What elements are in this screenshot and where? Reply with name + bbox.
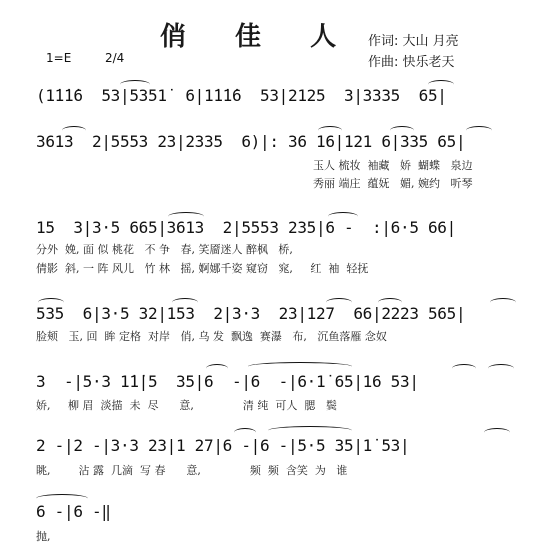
lyrics-row-3-verse-1: 分外 娩, 面 似 桃花 不 争 春, 笑靥迷人 醉枫 桥, xyxy=(36,243,293,256)
notation-row-4: 535 6|3·5 32|153 2|3·3 23|127 66|2223 565| xyxy=(36,304,466,323)
lyrics-row-5: 娇, 柳 眉 淡描 未 尽 意, 清 纯 可人 腮 鬓 xyxy=(36,399,337,412)
notation-row-2: 3613 2|5553 23|2335 6)|: 36 16|121 6|335 65| xyxy=(36,132,466,151)
song-title: 俏 佳 人 xyxy=(160,22,357,52)
lyricist-name: 大山 月亮 xyxy=(402,34,459,49)
slur-arc xyxy=(234,428,256,437)
notation-row-7: 6 -|6 -‖ xyxy=(36,502,111,521)
slur-arc xyxy=(484,428,510,437)
slur-arc xyxy=(120,80,150,89)
key-signature xyxy=(46,51,124,65)
slur-arc xyxy=(428,80,454,89)
slur-arc xyxy=(172,298,198,307)
slur-arc xyxy=(38,298,64,307)
key-value: 1=E xyxy=(46,51,72,65)
lyrics-row-4: 脸颊 玉, 回 眸 定格 对岸 俏, 乌 发 飘逸 赛瀑 布, 沉鱼落雁 念奴 xyxy=(36,330,387,343)
composer-label: 作曲: xyxy=(368,55,399,70)
notation-row-5: 3 -|5·3 1̇1̇|5 35|6 -|6 -|6·1̇ 65|16 53| xyxy=(36,372,419,391)
tie-arc xyxy=(36,494,88,503)
slur-arc xyxy=(318,126,342,135)
lyrics-row-3-verse-2: 倩影 斜, 一 阵 风儿 竹 林 摇, 婀娜千姿 窥窃 窕, 红 袖 轻抚 xyxy=(36,262,369,275)
lyrics-row-2-verse-2: 秀丽 端庄 蕴妩 媚, 婉约 听琴 xyxy=(313,177,473,190)
slur-arc xyxy=(390,126,414,135)
lyrics-row-2-verse-1: 玉人 梳妆 袖藏 娇 蝴蝶 泉边 xyxy=(313,159,473,172)
notation-row-1: (1̇1̇1̇6 53|5351̇ 6|1̇1̇1̇6 53|2125 3|3335 65| xyxy=(36,86,447,105)
lyrics-row-6: 眺, 沾 露 几滴 写 春 意, 频 频 含笑 为 谁 xyxy=(36,464,348,477)
meter-value: 2/4 xyxy=(104,51,125,65)
slur-arc xyxy=(488,364,514,373)
composer-name: 快乐老天 xyxy=(402,55,455,70)
lyricist-credit xyxy=(368,30,459,49)
slur-arc xyxy=(168,212,204,221)
notation-row-6: 2 -|2 -|3·3 23|1 27|6 -|6 -|5·5 35|1̇ 53| xyxy=(36,436,410,455)
slur-arc xyxy=(378,298,402,307)
lyrics-row-7: 抛, xyxy=(36,530,51,543)
lyricist-label: 作词: xyxy=(368,34,399,49)
slur-arc xyxy=(452,364,476,373)
tie-arc xyxy=(268,426,352,435)
slur-arc xyxy=(466,126,492,135)
slur-arc xyxy=(326,298,352,307)
notation-row-3: 15 3|3·5 665|3613 2|5553 235|6 - :|6·5 66| xyxy=(36,218,456,237)
slur-arc xyxy=(328,212,358,221)
slur-arc xyxy=(206,364,228,373)
slur-arc xyxy=(490,298,516,307)
slur-arc xyxy=(62,126,86,135)
composer-credit xyxy=(368,51,455,70)
tie-arc xyxy=(248,362,352,371)
